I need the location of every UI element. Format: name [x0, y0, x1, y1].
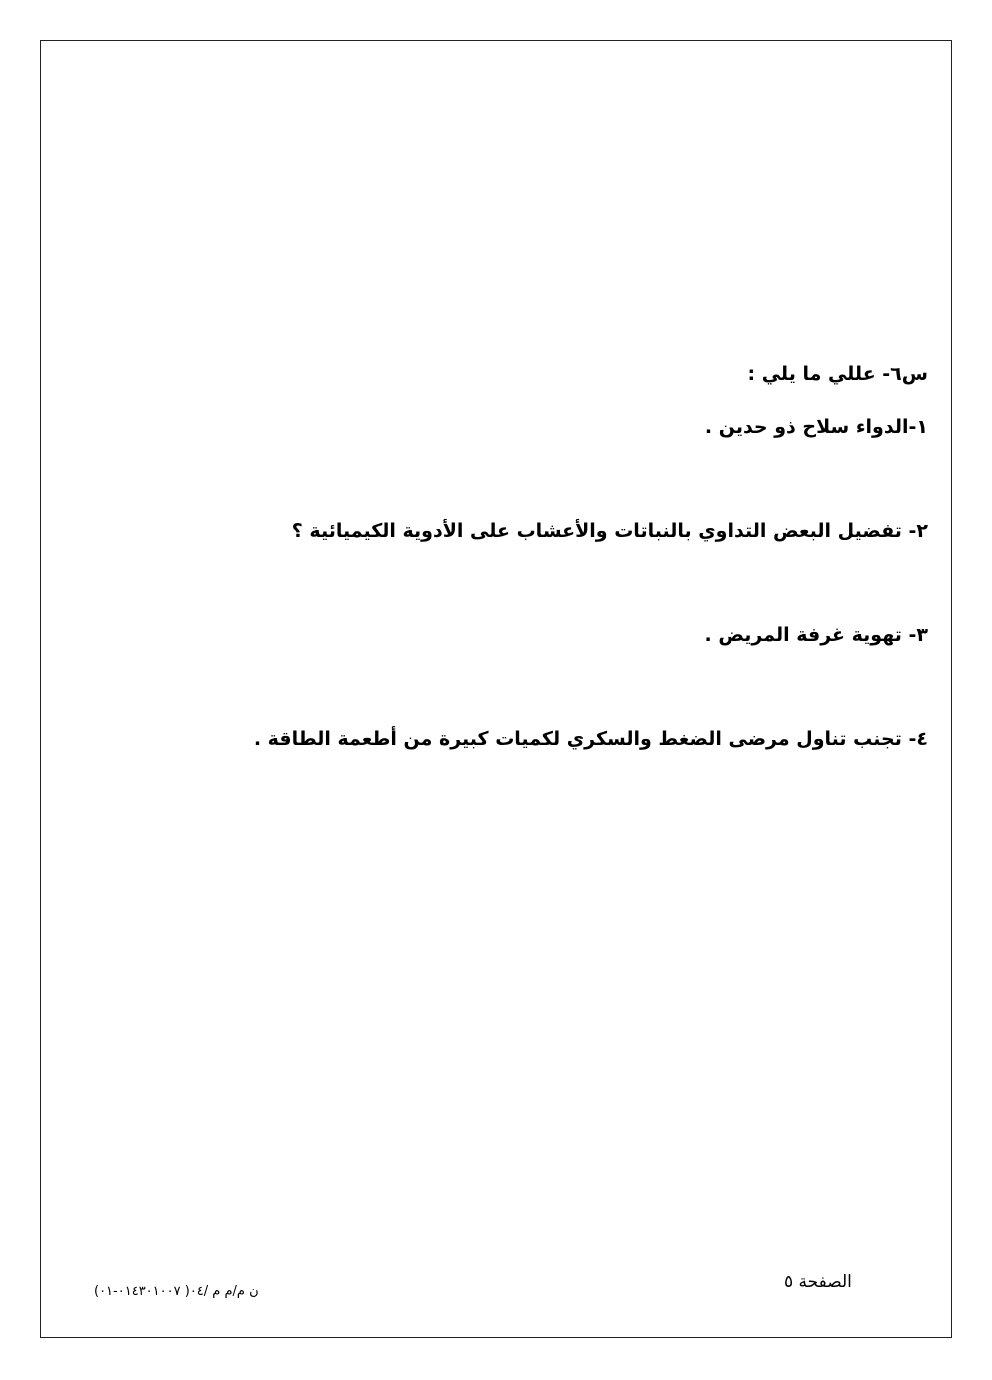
question-item-2: ٢- تفضيل البعض التداوي بالنباتات والأعشاب على الأدوية الكيميائية ؟ [291, 520, 928, 542]
question-item-4: ٤- تجنب تناول مرضى الضغط والسكري لكميات كبيرة من أطعمة الطاقة . [253, 728, 928, 750]
question-heading: س٦- عللي ما يلي : [747, 363, 928, 385]
question-item-1: ١-الدواء سلاح ذو حدين . [704, 416, 928, 438]
page-border [40, 40, 952, 1338]
form-code: ن م/م م /٠٤( ٠١٤٣٠١٠٠٧-٠١) [94, 1284, 259, 1299]
page-number: الصفحة ٥ [784, 1272, 852, 1292]
question-item-3: ٣- تهوية غرفة المريض . [704, 624, 928, 646]
